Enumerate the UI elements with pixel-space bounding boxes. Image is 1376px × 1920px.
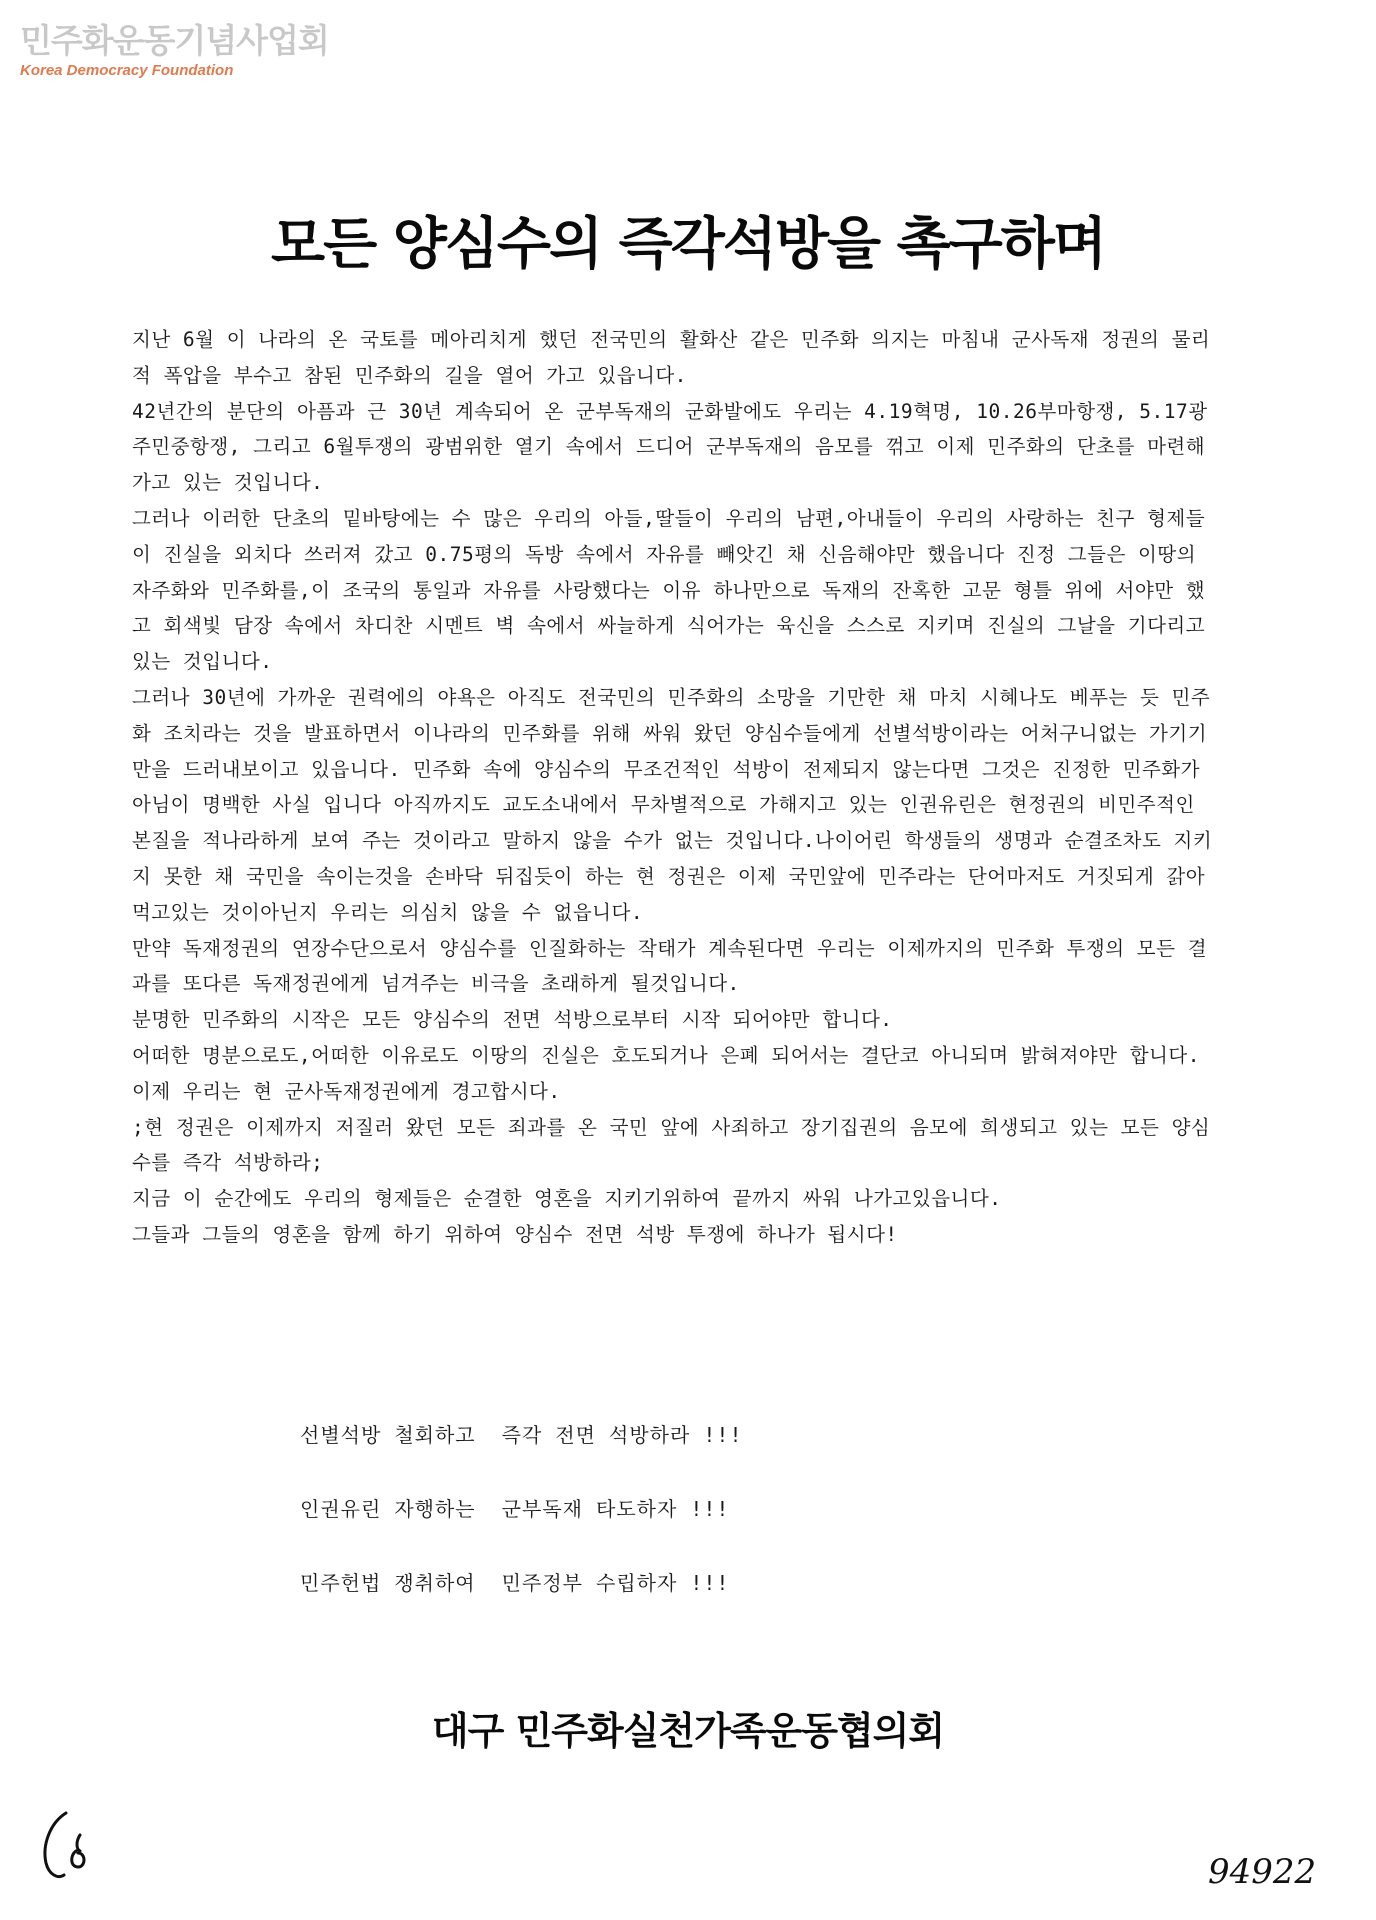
- slogan-line: 선별석방 철회하고 즉각 전면 석방하라 !!!: [300, 1423, 743, 1447]
- organization-name: 대구 민주화실천가족운동협의회: [431, 1709, 945, 1753]
- document-title: 모든 양심수의 즉각석방을 촉구하며: [271, 212, 1105, 277]
- watermark-english-text: Korea Democracy Foundation: [20, 62, 234, 79]
- body-paragraph: 지난 6월 이 나라의 온 국토를 메아리치게 했던 전국민의 활화산 같은 민주화 의지는 마침내 군사독재 정권의 물리적 폭압을 부수고 참된 민주화의 길을 열어 가고 있읍니다.: [132, 328, 1211, 387]
- body-paragraph: 그러나 이러한 단초의 밑바탕에는 수 많은 우리의 아들,딸들이 우리의 남편,아내들이 우리의 사랑하는 친구 형제들이 진실을 외치다 쓰러져 갔고 0.75평의 독방 속에서 자유를 빼앗긴 채 신음해야만 했읍니다 진정 그들은 이땅의 자주화와 민주화를,이 조국의 통일과 자유를 사랑했다는 이유 하나만으로 독재의 잔혹한 고문 형틀 위에 서야만 했고 회색빛 담장 속에서 차디찬 시멘트 벽 속에서 싸늘하게 식어가는 육신을 스스로 지키며 진실의 그날을 기다리고 있는 것입니다.: [132, 506, 1218, 674]
- body-paragraph: 42년간의 분단의 아픔과 근 30년 계속되어 온 군부독재의 군화발에도 우리는 4.19혁명, 10.26부마항쟁, 5.17광주민중항쟁, 그리고 6월투쟁의 광범위한 열기 속에서 드디어 군부독재의 음모를 꺾고 이제 민주화의 단초를 마련해 가고 있는 것입니다.: [132, 399, 1218, 495]
- slogan-line: 민주헌법 쟁취하여 민주정부 수립하자 !!!: [300, 1571, 730, 1595]
- body-paragraph: 지금 이 순간에도 우리의 형제들은 순결한 영혼을 지키기위하여 끝까지 싸워 나가고있읍니다.: [132, 1187, 1002, 1211]
- body-paragraph: 어떠한 명분으로도,어떠한 이유로도 이땅의 진실은 호도되거나 은폐 되어서는 결단코 아니되며 밝혀져야만 합니다.: [132, 1043, 1200, 1067]
- document-body: [132, 322, 1222, 1253]
- document-number: 94922: [1208, 1852, 1317, 1892]
- watermark-korean-text: 민주화운동기념사업회: [20, 21, 329, 60]
- body-paragraph: 그들과 그들의 영혼을 함께 하기 위하여 양심수 전면 석방 투쟁에 하나가 됩시다!: [132, 1222, 898, 1246]
- body-paragraph: ;현 정권은 이제까지 저질러 왔던 모든 죄과를 온 국민 앞에 사죄하고 장기집권의 음모에 희생되고 있는 모든 양심수를 즉각 석방하라;: [132, 1115, 1211, 1175]
- body-paragraph: 그러나 30년에 가까운 권력에의 야욕은 아직도 전국민의 민주화의 소망을 기만한 채 마치 시혜나도 베푸는 듯 민주화 조치라는 것을 발표하면서 이나라의 민주화를 위해 싸워 왔던 양심수들에게 선별석방이라는 어처구니없는 가기기만을 드러내보이고 있읍니다. 민주화 속에 양심수의 무조건적인 석방이 전제되지 않는다면 그것은 진정한 민주화가 아님이 명백한 사실 입니다 아직까지도 교도소내에서 무차별적으로 가해지고 있는 인권유린은 현정권의 비민주적인 본질을 적나라하게 보여 주는 것이라고 말하지 않을 수가 없는 것입니다.나이어린 학생들의 생명과 순결조차도 지키지 못한 채 국민을 속이는것을 손바닥 뒤집듯이 하는 현 정권은 이제 국민앞에 민주라는 단어마저도 거짓되게 갉아 먹고있는 것이아닌지 우리는 의심치 않을 수 없읍니다.: [132, 685, 1218, 924]
- handwritten-mark: [36, 1805, 116, 1885]
- body-paragraph: 이제 우리는 현 군사독재정권에게 경고합시다.: [132, 1079, 561, 1103]
- body-paragraph: 분명한 민주화의 시작은 모든 양심수의 전면 석방으로부터 시작 되어야만 합니다.: [132, 1008, 893, 1032]
- slogan-line: 인권유린 자행하는 군부독재 타도하자 !!!: [300, 1497, 730, 1521]
- watermark-logo: [20, 22, 329, 79]
- slogan-list: [300, 1420, 743, 1642]
- body-paragraph: 만약 독재정권의 연장수단으로서 양심수를 인질화하는 작태가 계속된다면 우리는 이제까지의 민주화 투쟁의 모든 결과를 또다른 독재정권에게 넘겨주는 비극을 초래하게 될것입니다.: [132, 936, 1208, 996]
